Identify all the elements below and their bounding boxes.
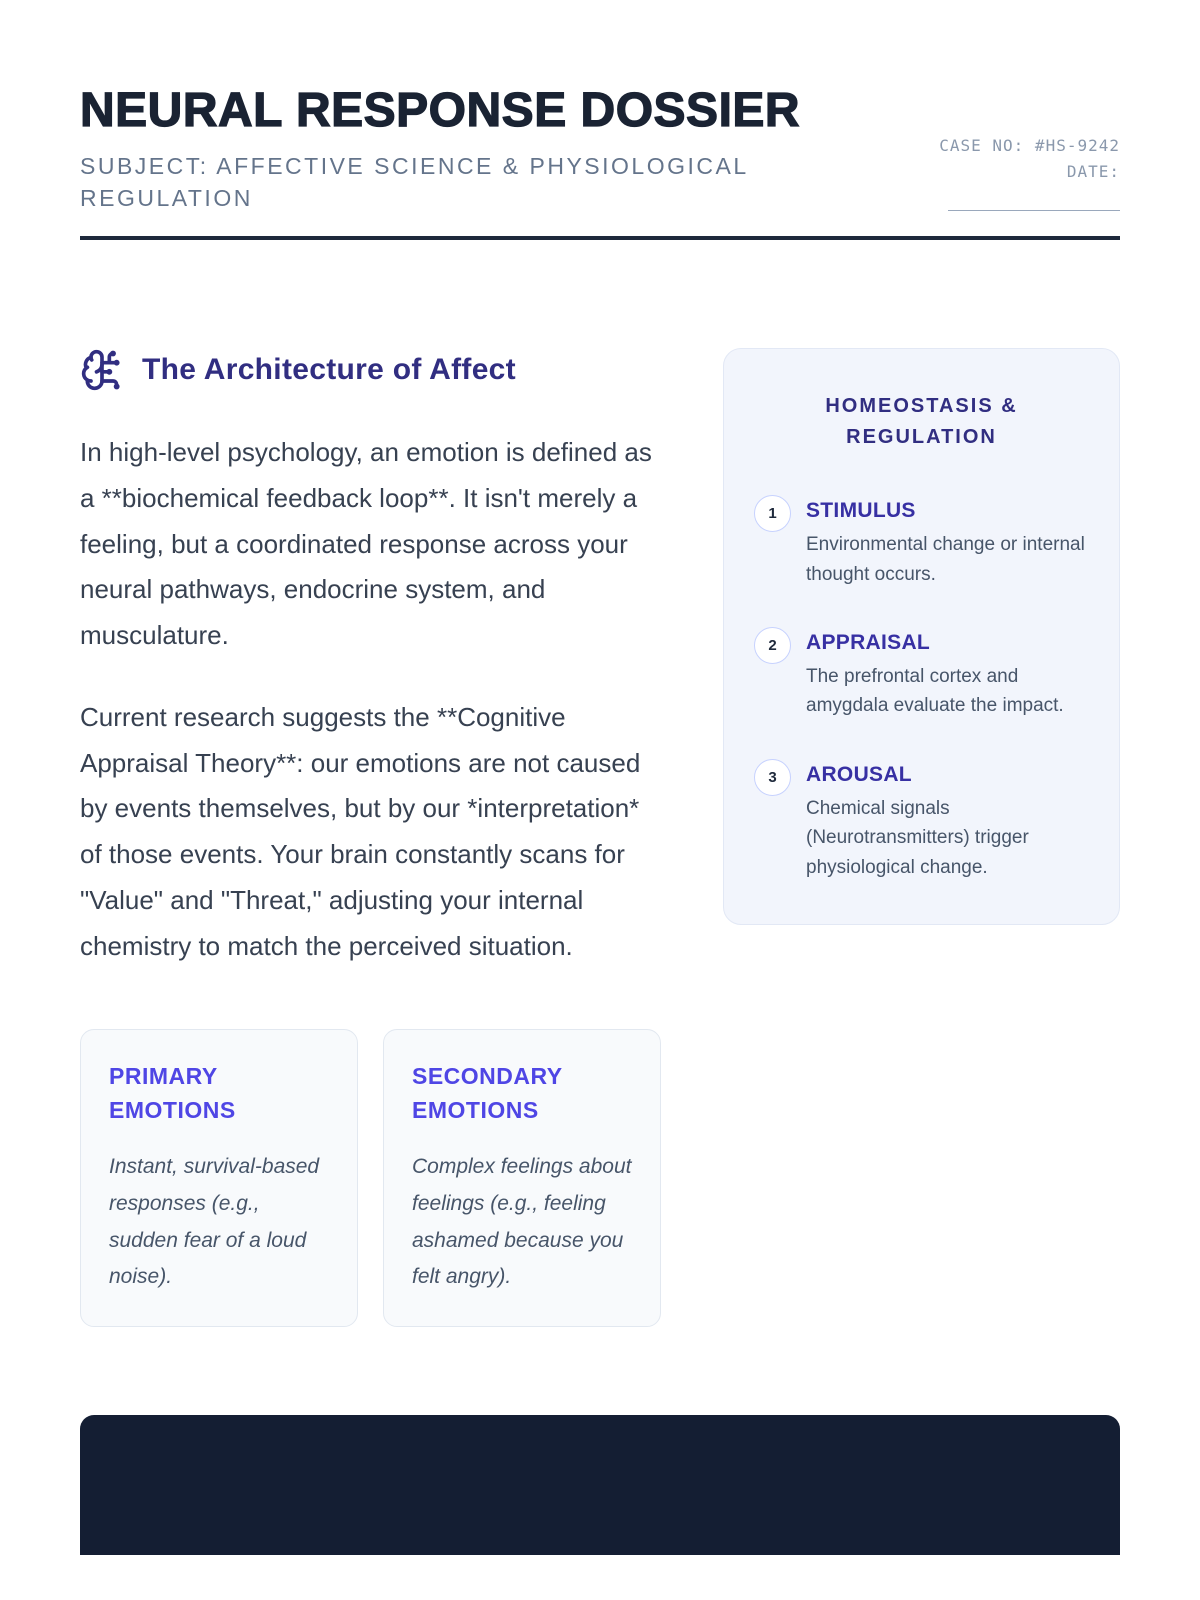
step-title: APPRAISAL bbox=[806, 631, 931, 655]
card-body: Instant, survival-based responses (e.g., sudden fear of a loud noise). bbox=[109, 1155, 320, 1289]
step-number-badge: 1 bbox=[754, 495, 791, 532]
article-column bbox=[80, 348, 661, 1327]
main-content bbox=[80, 348, 1120, 1327]
article-paragraph: Current research suggests the **Cognitive Appraisal Theory**: our emotions are not caused by events themselves, but by our *interpretation* of those events. Your brain constantly scans for "Value" and "Threat," adjusting your internal chemistry to match the perceived situation. bbox=[80, 701, 641, 961]
date-label: DATE: bbox=[1066, 162, 1120, 182]
page-title: NEURAL RESPONSE DOSSIER bbox=[80, 84, 801, 137]
card-body: Complex feelings about feelings (e.g., feeling ashamed because you felt angry). bbox=[412, 1155, 632, 1289]
date-blank-line bbox=[948, 210, 1120, 211]
header bbox=[80, 85, 1120, 214]
header-divider bbox=[80, 236, 1120, 240]
article-paragraph: In high-level psychology, an emotion is defined as a **biochemical feedback loop**. It isn't merely a feeling, but a coordinated response across your neural pathways, endocrine system, and musculature. bbox=[80, 437, 652, 651]
sidebar-title: HOMEOSTASIS & REGULATION bbox=[825, 395, 1018, 449]
section-title: The Architecture of Affect bbox=[142, 353, 516, 387]
homeostasis-sidebar bbox=[723, 348, 1120, 925]
step-appraisal bbox=[754, 627, 1089, 721]
section-heading bbox=[80, 348, 661, 392]
step-arousal bbox=[754, 759, 1089, 882]
step-stimulus bbox=[754, 495, 1089, 589]
header-title-block bbox=[80, 85, 800, 214]
footer-section bbox=[80, 1415, 1120, 1555]
card-title: PRIMARY EMOTIONS bbox=[109, 1063, 236, 1123]
emotion-cards-row bbox=[80, 1029, 661, 1327]
step-number-badge: 2 bbox=[754, 627, 791, 664]
card-title: SECONDARY EMOTIONS bbox=[412, 1063, 563, 1123]
case-info-block bbox=[939, 133, 1120, 211]
step-description: Chemical signals (Neurotransmitters) trigger physiological change. bbox=[806, 797, 1029, 878]
case-number: CASE NO: #HS-9242 bbox=[939, 136, 1120, 155]
step-title: AROUSAL bbox=[806, 762, 912, 786]
primary-emotions-card bbox=[80, 1029, 358, 1327]
brain-circuit-icon bbox=[80, 348, 124, 392]
step-description: The prefrontal cortex and amygdala evaluate the impact. bbox=[806, 666, 1064, 717]
secondary-emotions-card bbox=[383, 1029, 661, 1327]
page-subtitle: SUBJECT: AFFECTIVE SCIENCE & PHYSIOLOGICAL REGULATION bbox=[80, 152, 748, 211]
step-title: STIMULUS bbox=[806, 499, 916, 523]
step-number-badge: 3 bbox=[754, 759, 791, 796]
step-description: Environmental change or internal thought occurs. bbox=[806, 534, 1085, 585]
